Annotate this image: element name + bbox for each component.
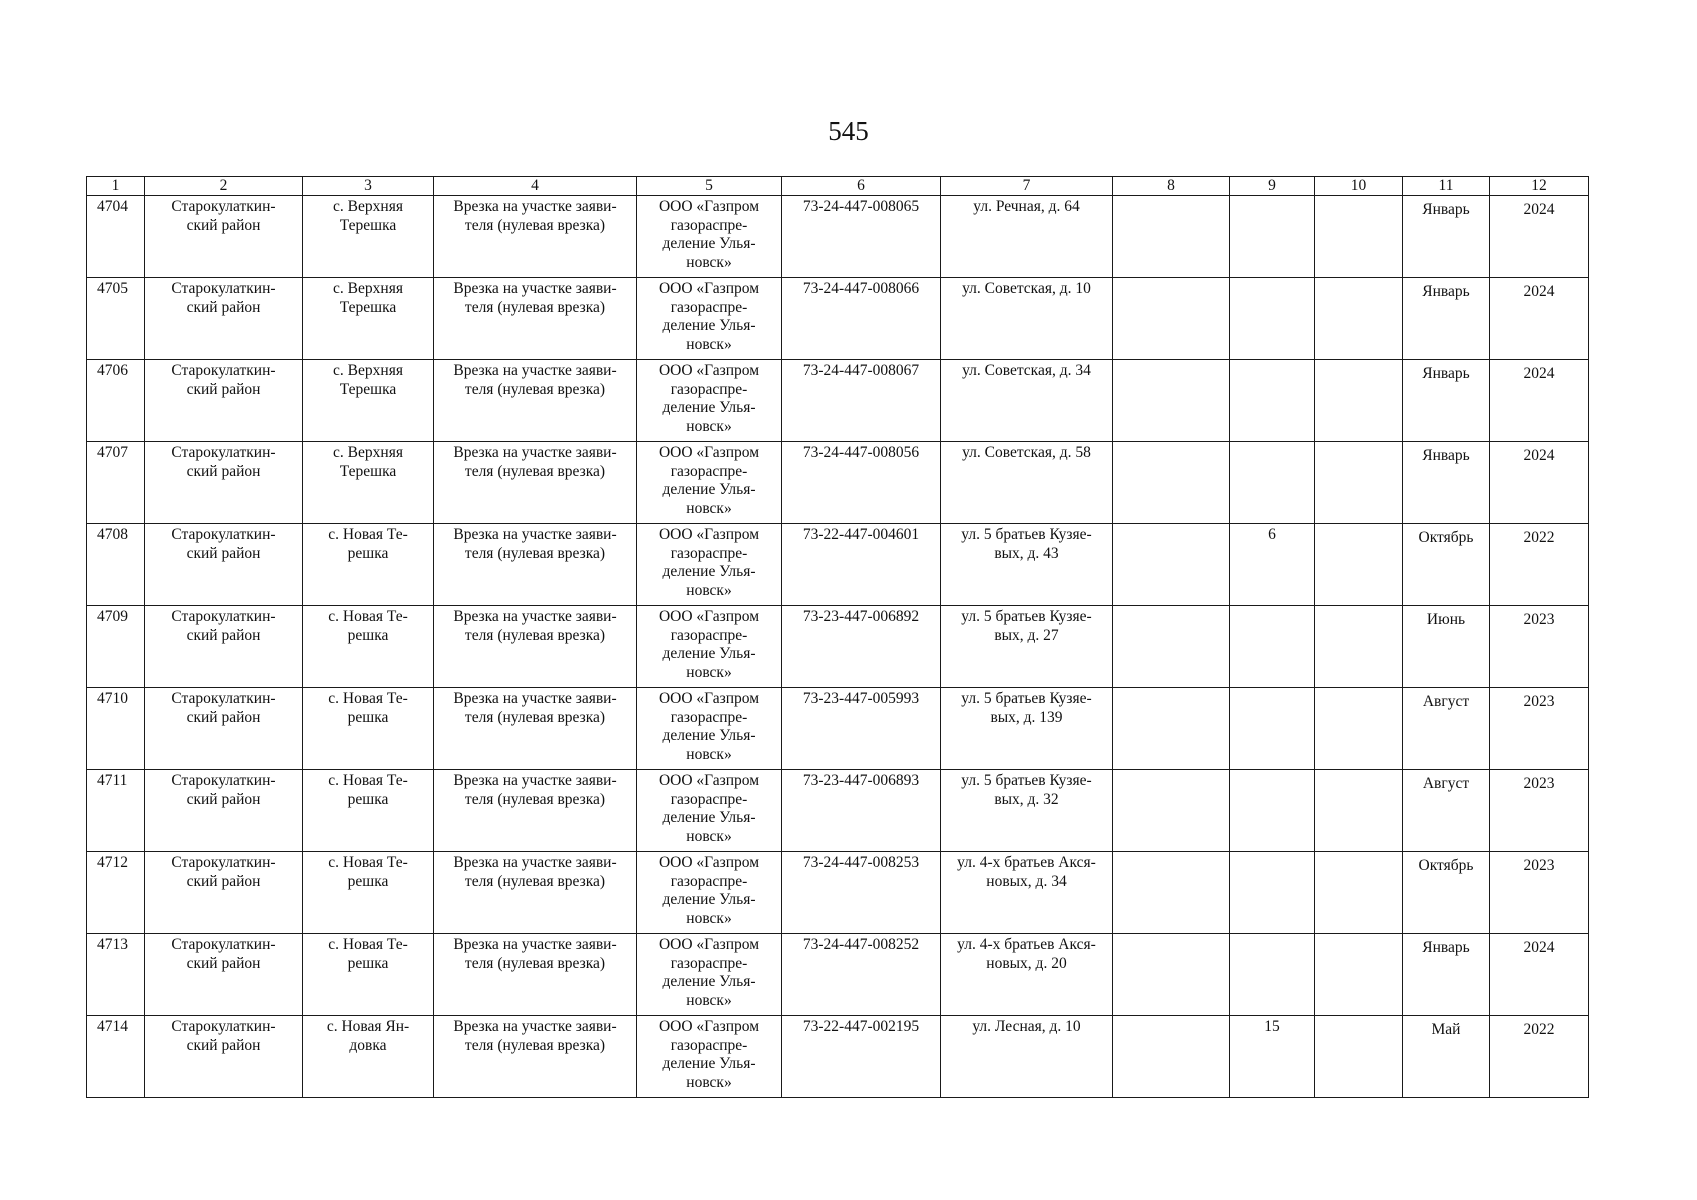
column-header: 1	[87, 177, 145, 196]
settlement-cell: с. Новая Те- решка	[303, 770, 434, 852]
company-cell: ООО «Газпром газораспре- деление Улья- новск»	[637, 360, 782, 442]
district-cell: Старокулаткин- ский район	[145, 360, 303, 442]
company-cell: ООО «Газпром газораспре- деление Улья- новск»	[637, 852, 782, 934]
column-8-cell	[1113, 934, 1230, 1016]
row-number-cell: 4712	[87, 852, 145, 934]
column-header: 8	[1113, 177, 1230, 196]
cadastral-code-cell: 73-24-447-008253	[782, 852, 941, 934]
month-cell: Май	[1403, 1016, 1490, 1098]
district-cell: Старокулаткин- ский район	[145, 442, 303, 524]
row-number-cell: 4707	[87, 442, 145, 524]
cadastral-code-cell: 73-24-447-008065	[782, 196, 941, 278]
column-10-cell	[1315, 278, 1403, 360]
column-10-cell	[1315, 360, 1403, 442]
settlement-cell: с. Верхняя Терешка	[303, 196, 434, 278]
district-cell: Старокулаткин- ский район	[145, 688, 303, 770]
column-header: 10	[1315, 177, 1403, 196]
cadastral-code-cell: 73-22-447-002195	[782, 1016, 941, 1098]
column-header: 9	[1230, 177, 1315, 196]
address-cell: ул. Лесная, д. 10	[941, 1016, 1113, 1098]
column-9-cell: 15	[1230, 1016, 1315, 1098]
table-row	[87, 606, 1589, 688]
table-row	[87, 852, 1589, 934]
table-row	[87, 524, 1589, 606]
table-body	[87, 196, 1589, 1098]
year-cell: 2023	[1490, 852, 1589, 934]
cadastral-code-cell: 73-22-447-004601	[782, 524, 941, 606]
work-type-cell: Врезка на участке заяви- теля (нулевая врезка)	[434, 606, 637, 688]
settlement-cell: с. Верхняя Терешка	[303, 360, 434, 442]
work-type-cell: Врезка на участке заяви- теля (нулевая врезка)	[434, 688, 637, 770]
company-cell: ООО «Газпром газораспре- деление Улья- новск»	[637, 442, 782, 524]
address-cell: ул. 5 братьев Кузяе- вых, д. 139	[941, 688, 1113, 770]
column-8-cell	[1113, 1016, 1230, 1098]
company-cell: ООО «Газпром газораспре- деление Улья- новск»	[637, 1016, 782, 1098]
column-10-cell	[1315, 770, 1403, 852]
month-cell: Январь	[1403, 442, 1490, 524]
address-cell: ул. 5 братьев Кузяе- вых, д. 32	[941, 770, 1113, 852]
settlement-cell: с. Новая Те- решка	[303, 852, 434, 934]
column-8-cell	[1113, 688, 1230, 770]
cadastral-code-cell: 73-24-447-008067	[782, 360, 941, 442]
month-cell: Октябрь	[1403, 524, 1490, 606]
district-cell: Старокулаткин- ский район	[145, 524, 303, 606]
year-cell: 2023	[1490, 688, 1589, 770]
row-number-cell: 4711	[87, 770, 145, 852]
column-header: 5	[637, 177, 782, 196]
column-8-cell	[1113, 852, 1230, 934]
row-number-cell: 4714	[87, 1016, 145, 1098]
address-cell: ул. Советская, д. 34	[941, 360, 1113, 442]
district-cell: Старокулаткин- ский район	[145, 278, 303, 360]
row-number-cell: 4710	[87, 688, 145, 770]
company-cell: ООО «Газпром газораспре- деление Улья- новск»	[637, 606, 782, 688]
table-row	[87, 688, 1589, 770]
year-cell: 2024	[1490, 360, 1589, 442]
month-cell: Январь	[1403, 934, 1490, 1016]
month-cell: Июнь	[1403, 606, 1490, 688]
table-row	[87, 770, 1589, 852]
table-row	[87, 360, 1589, 442]
column-8-cell	[1113, 524, 1230, 606]
month-cell: Октябрь	[1403, 852, 1490, 934]
work-type-cell: Врезка на участке заяви- теля (нулевая врезка)	[434, 852, 637, 934]
address-cell: ул. 5 братьев Кузяе- вых, д. 27	[941, 606, 1113, 688]
column-header: 11	[1403, 177, 1490, 196]
table-row	[87, 442, 1589, 524]
column-8-cell	[1113, 360, 1230, 442]
column-9-cell	[1230, 606, 1315, 688]
work-type-cell: Врезка на участке заяви- теля (нулевая врезка)	[434, 442, 637, 524]
cadastral-code-cell: 73-24-447-008056	[782, 442, 941, 524]
cadastral-code-cell: 73-24-447-008066	[782, 278, 941, 360]
month-cell: Январь	[1403, 278, 1490, 360]
column-8-cell	[1113, 196, 1230, 278]
month-cell: Август	[1403, 688, 1490, 770]
column-10-cell	[1315, 442, 1403, 524]
work-type-cell: Врезка на участке заяви- теля (нулевая врезка)	[434, 770, 637, 852]
work-type-cell: Врезка на участке заяви- теля (нулевая врезка)	[434, 278, 637, 360]
column-header: 7	[941, 177, 1113, 196]
month-cell: Январь	[1403, 196, 1490, 278]
work-type-cell: Врезка на участке заяви- теля (нулевая врезка)	[434, 934, 637, 1016]
column-9-cell	[1230, 196, 1315, 278]
work-type-cell: Врезка на участке заяви- теля (нулевая врезка)	[434, 1016, 637, 1098]
address-cell: ул. 5 братьев Кузяе- вых, д. 43	[941, 524, 1113, 606]
column-header: 6	[782, 177, 941, 196]
row-number-cell: 4704	[87, 196, 145, 278]
row-number-cell: 4709	[87, 606, 145, 688]
column-9-cell	[1230, 934, 1315, 1016]
work-type-cell: Врезка на участке заяви- теля (нулевая врезка)	[434, 360, 637, 442]
table-row	[87, 278, 1589, 360]
column-10-cell	[1315, 934, 1403, 1016]
year-cell: 2024	[1490, 278, 1589, 360]
column-header: 3	[303, 177, 434, 196]
company-cell: ООО «Газпром газораспре- деление Улья- новск»	[637, 278, 782, 360]
column-9-cell	[1230, 442, 1315, 524]
settlement-cell: с. Новая Те- решка	[303, 524, 434, 606]
settlement-cell: с. Новая Те- решка	[303, 934, 434, 1016]
column-9-cell	[1230, 688, 1315, 770]
year-cell: 2022	[1490, 1016, 1589, 1098]
cadastral-code-cell: 73-24-447-008252	[782, 934, 941, 1016]
year-cell: 2024	[1490, 196, 1589, 278]
district-cell: Старокулаткин- ский район	[145, 770, 303, 852]
district-cell: Старокулаткин- ский район	[145, 196, 303, 278]
company-cell: ООО «Газпром газораспре- деление Улья- новск»	[637, 196, 782, 278]
register-table	[86, 176, 1589, 1098]
column-9-cell	[1230, 770, 1315, 852]
address-cell: ул. Советская, д. 10	[941, 278, 1113, 360]
year-cell: 2022	[1490, 524, 1589, 606]
column-10-cell	[1315, 688, 1403, 770]
year-cell: 2023	[1490, 606, 1589, 688]
table-row	[87, 196, 1589, 278]
work-type-cell: Врезка на участке заяви- теля (нулевая врезка)	[434, 524, 637, 606]
column-header: 4	[434, 177, 637, 196]
company-cell: ООО «Газпром газораспре- деление Улья- новск»	[637, 770, 782, 852]
year-cell: 2024	[1490, 934, 1589, 1016]
column-8-cell	[1113, 278, 1230, 360]
year-cell: 2023	[1490, 770, 1589, 852]
column-9-cell	[1230, 278, 1315, 360]
district-cell: Старокулаткин- ский район	[145, 1016, 303, 1098]
row-number-cell: 4713	[87, 934, 145, 1016]
year-cell: 2024	[1490, 442, 1589, 524]
column-8-cell	[1113, 442, 1230, 524]
column-header: 12	[1490, 177, 1589, 196]
table-row	[87, 1016, 1589, 1098]
company-cell: ООО «Газпром газораспре- деление Улья- новск»	[637, 524, 782, 606]
month-cell: Август	[1403, 770, 1490, 852]
column-9-cell	[1230, 852, 1315, 934]
column-9-cell	[1230, 360, 1315, 442]
company-cell: ООО «Газпром газораспре- деление Улья- новск»	[637, 934, 782, 1016]
table-row	[87, 934, 1589, 1016]
column-9-cell: 6	[1230, 524, 1315, 606]
settlement-cell: с. Верхняя Терешка	[303, 278, 434, 360]
district-cell: Старокулаткин- ский район	[145, 606, 303, 688]
settlement-cell: с. Новая Те- решка	[303, 688, 434, 770]
row-number-cell: 4705	[87, 278, 145, 360]
settlement-cell: с. Новая Те- решка	[303, 606, 434, 688]
month-cell: Январь	[1403, 360, 1490, 442]
column-10-cell	[1315, 1016, 1403, 1098]
cadastral-code-cell: 73-23-447-005993	[782, 688, 941, 770]
work-type-cell: Врезка на участке заяви- теля (нулевая врезка)	[434, 196, 637, 278]
column-number-row	[87, 177, 1589, 196]
district-cell: Старокулаткин- ский район	[145, 852, 303, 934]
address-cell: ул. 4-х братьев Акся- новых, д. 20	[941, 934, 1113, 1016]
column-8-cell	[1113, 606, 1230, 688]
settlement-cell: с. Верхняя Терешка	[303, 442, 434, 524]
column-10-cell	[1315, 196, 1403, 278]
column-8-cell	[1113, 770, 1230, 852]
column-10-cell	[1315, 852, 1403, 934]
column-header: 2	[145, 177, 303, 196]
column-10-cell	[1315, 606, 1403, 688]
address-cell: ул. Советская, д. 58	[941, 442, 1113, 524]
cadastral-code-cell: 73-23-447-006893	[782, 770, 941, 852]
column-10-cell	[1315, 524, 1403, 606]
address-cell: ул. 4-х братьев Акся- новых, д. 34	[941, 852, 1113, 934]
page-number: 545	[828, 116, 869, 146]
row-number-cell: 4706	[87, 360, 145, 442]
cadastral-code-cell: 73-23-447-006892	[782, 606, 941, 688]
settlement-cell: с. Новая Ян- довка	[303, 1016, 434, 1098]
address-cell: ул. Речная, д. 64	[941, 196, 1113, 278]
district-cell: Старокулаткин- ский район	[145, 934, 303, 1016]
row-number-cell: 4708	[87, 524, 145, 606]
company-cell: ООО «Газпром газораспре- деление Улья- новск»	[637, 688, 782, 770]
